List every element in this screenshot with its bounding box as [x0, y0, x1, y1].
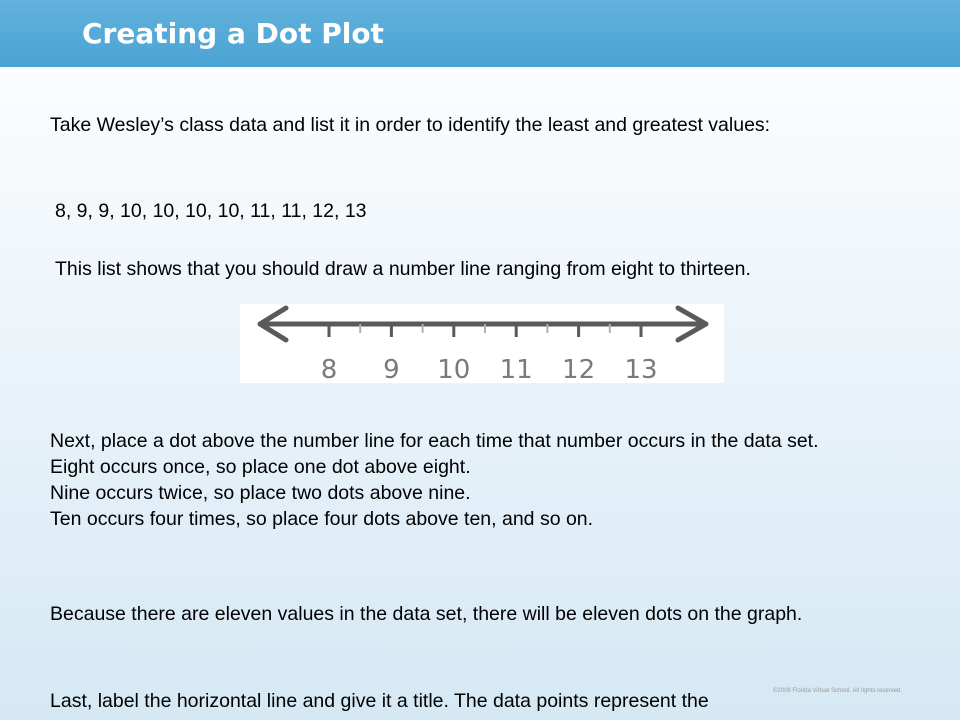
instruction-line: Next, place a dot above the number line for each time that number occurs in the data set.	[50, 430, 819, 452]
instruction-line: Eight occurs once, so place one dot above eight.	[50, 456, 471, 478]
tick-label: 12	[562, 355, 596, 383]
eleven-dots-paragraph: Because there are eleven values in the data set, there will be eleven dots on the graph.	[50, 603, 803, 625]
data-list: 8, 9, 9, 10, 10, 10, 10, 11, 11, 12, 13	[55, 200, 367, 222]
slide-title: Creating a Dot Plot	[82, 17, 384, 50]
tick-label: 11	[499, 355, 533, 383]
copyright-notice: ©2008 Florida Virtual School. All rights reserved.	[773, 688, 903, 694]
tick-label: 10	[437, 355, 471, 383]
range-paragraph: This list shows that you should draw a number line ranging from eight to thirteen.	[55, 258, 751, 280]
title-bar	[0, 0, 960, 67]
number-line	[240, 304, 724, 383]
tick-label: 9	[383, 355, 400, 383]
instruction-line: Ten occurs four times, so place four dots above ten, and so on.	[50, 508, 594, 530]
number-line-image	[240, 304, 724, 383]
intro-paragraph: Take Wesley’s class data and list it in order to identify the least and greatest values:	[50, 114, 771, 136]
label-title-paragraph: Last, label the horizontal line and give it a title. The data points represent the	[50, 690, 709, 712]
instructions-block	[50, 428, 920, 532]
tick-label: 8	[320, 355, 338, 383]
tick-label: 13	[624, 355, 658, 383]
instruction-line: Nine occurs twice, so place two dots above nine.	[50, 482, 471, 504]
